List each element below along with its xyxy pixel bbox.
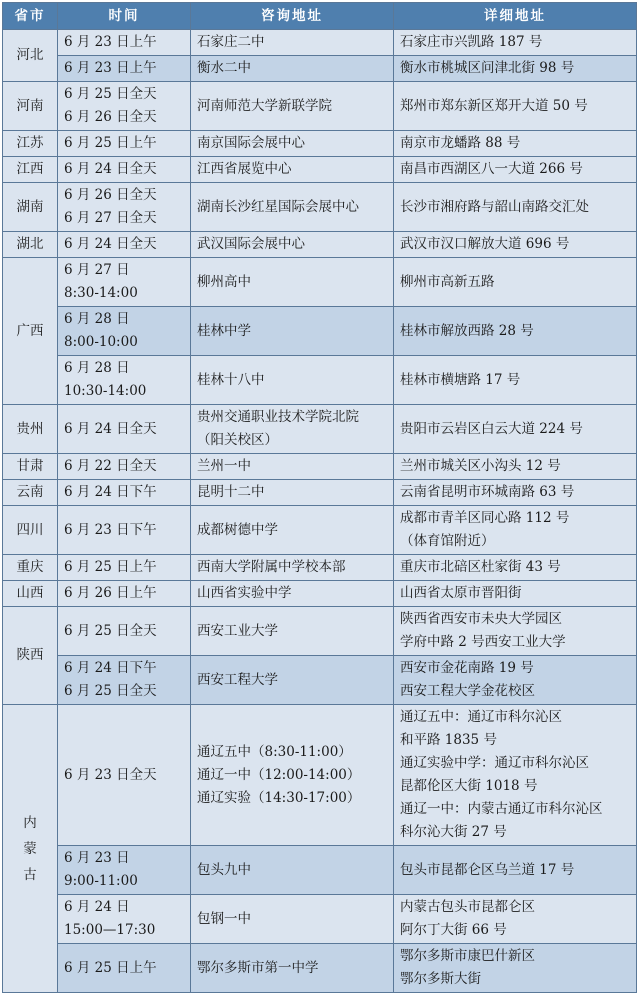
table-row [3, 232, 637, 258]
venue-line: 湖南长沙红星国际会展中心 [197, 198, 359, 215]
time-line: 6 月 24 日 [64, 899, 130, 915]
table-row [3, 131, 637, 157]
time-cell [58, 405, 191, 454]
province-cell [3, 232, 58, 258]
time-line: 6 月 26 日全天 [64, 109, 157, 125]
venue-cell [191, 356, 394, 405]
address-line: （体育馆附近） [400, 533, 495, 549]
address-line: 武汉市汉口解放大道 696 号 [400, 236, 570, 252]
address-line: 衡水市桃城区问津北街 98 号 [400, 60, 575, 76]
time-line: 6 月 25 日上午 [64, 959, 157, 976]
time-line: 6 月 27 日 [64, 262, 130, 278]
address-line: 西安市金花南路 19 号 [400, 660, 534, 676]
address-cell [394, 356, 637, 405]
time-cell [58, 131, 191, 157]
province-label: 江西 [16, 161, 44, 177]
table-row [3, 607, 637, 656]
address-line: 云南省昆明市环城南路 63 号 [400, 484, 575, 500]
venue-cell [191, 405, 394, 454]
time-line: 9:00-11:00 [64, 873, 138, 889]
venue-line: 西南大学附属中学校本部 [197, 559, 346, 575]
venue-line: 柳州高中 [197, 273, 251, 290]
table-row [3, 183, 637, 232]
address-cell [394, 480, 637, 506]
venue-cell [191, 656, 394, 705]
address-line: 兰州市城关区小沟头 12 号 [400, 458, 561, 474]
time-line: 6 月 25 日全天 [64, 622, 157, 639]
address-line: 和平路 1835 号 [400, 732, 497, 748]
address-line: 昆都伦区大街 1018 号 [400, 778, 538, 794]
address-cell [394, 705, 637, 846]
venue-line: 贵州交通职业技术学院北院 [197, 409, 359, 425]
table-row [3, 480, 637, 506]
province-label: 河南 [16, 97, 44, 114]
province-label: 甘肃 [16, 458, 44, 474]
time-cell [58, 944, 191, 993]
time-cell [58, 607, 191, 656]
venue-line: 武汉国际会展中心 [197, 236, 305, 252]
time-cell [58, 157, 191, 183]
time-line: 6 月 24 日全天 [64, 236, 157, 252]
venue-cell [191, 82, 394, 131]
venue-cell [191, 56, 394, 82]
time-line: 6 月 26 日全天 [64, 187, 157, 203]
venue-cell [191, 895, 394, 944]
time-line: 6 月 23 日全天 [64, 766, 157, 783]
venue-line: 包钢一中 [197, 910, 251, 927]
address-line: 阿尔丁大街 66 号 [400, 922, 507, 938]
venue-line: 西安工程大学 [197, 671, 278, 688]
province-label: 河北 [16, 47, 44, 63]
province-label: 四川 [16, 521, 44, 538]
table-row [3, 356, 637, 405]
venue-cell [191, 454, 394, 480]
time-cell [58, 232, 191, 258]
table-row [3, 82, 637, 131]
venue-cell [191, 307, 394, 356]
table-row [3, 307, 637, 356]
address-line: 成都市青羊区同心路 112 号 [400, 510, 570, 526]
table-row [3, 656, 637, 705]
address-line: 长沙市湘府路与韶山南路交汇处 [400, 198, 589, 215]
address-line: 桂林市解放西路 28 号 [400, 322, 534, 339]
time-cell [58, 656, 191, 705]
province-cell [3, 157, 58, 183]
time-cell [58, 895, 191, 944]
venue-line: 成都树德中学 [197, 521, 278, 538]
address-cell [394, 232, 637, 258]
address-line: 桂林市横塘路 17 号 [400, 371, 521, 388]
address-line: 南昌市西湖区八一大道 266 号 [400, 161, 583, 177]
venue-cell [191, 607, 394, 656]
province-cell [3, 555, 58, 581]
address-line: 贵阳市云岩区白云大道 224 号 [400, 420, 583, 437]
province-label: 云南 [16, 484, 44, 500]
province-label: 湖南 [16, 198, 44, 215]
time-line: 6 月 25 日上午 [64, 559, 157, 575]
address-line: 科尔沁大街 27 号 [400, 824, 507, 840]
table-row [3, 944, 637, 993]
venue-line: 通辽实验（14:30-17:00） [197, 789, 361, 806]
time-cell [58, 581, 191, 607]
venue-line: 鄂尔多斯市第一中学 [197, 959, 319, 976]
venue-cell [191, 480, 394, 506]
time-line: 6 月 24 日下午 [64, 660, 157, 676]
venue-cell [191, 846, 394, 895]
time-line: 6 月 23 日上午 [64, 34, 157, 50]
province-label: 江苏 [16, 135, 44, 151]
venue-line: （阳关校区） [197, 432, 278, 448]
table-row [3, 258, 637, 307]
venue-line: 昆明十二中 [197, 484, 265, 500]
time-cell [58, 56, 191, 82]
province-label: 湖北 [16, 236, 44, 252]
time-line: 6 月 25 日全天 [64, 683, 157, 699]
address-cell [394, 506, 637, 555]
province-label: 内 [23, 814, 37, 831]
address-cell [394, 895, 637, 944]
time-line: 15:00—17:30 [64, 922, 156, 938]
venue-cell [191, 183, 394, 232]
time-cell [58, 506, 191, 555]
venue-line: 通辽一中（12:00-14:00） [197, 766, 361, 783]
province-cell [3, 480, 58, 506]
province-cell [3, 705, 58, 993]
address-line: 山西省太原市晋阳街 [400, 585, 522, 601]
time-line: 6 月 25 日全天 [64, 86, 157, 102]
table-row [3, 56, 637, 82]
time-line: 6 月 23 日上午 [64, 60, 157, 76]
time-cell [58, 555, 191, 581]
province-cell [3, 454, 58, 480]
province-cell [3, 506, 58, 555]
header-row [3, 3, 637, 30]
time-line: 6 月 25 日上午 [64, 135, 157, 151]
time-line: 6 月 28 日 [64, 360, 130, 376]
header-address: 详细地址 [394, 3, 637, 30]
address-cell [394, 307, 637, 356]
time-cell [58, 258, 191, 307]
address-line: 重庆市北碚区杜家街 43 号 [400, 559, 561, 575]
header-province: 省市 [3, 3, 58, 30]
province-label: 陕西 [16, 647, 44, 663]
address-cell [394, 656, 637, 705]
venue-line: 桂林十八中 [197, 371, 265, 388]
venue-cell [191, 705, 394, 846]
time-cell [58, 183, 191, 232]
time-line: 6 月 23 日下午 [64, 521, 157, 538]
venue-cell [191, 506, 394, 555]
venue-line: 山西省实验中学 [197, 585, 292, 601]
venue-cell [191, 232, 394, 258]
venue-line: 南京国际会展中心 [197, 135, 305, 151]
time-cell [58, 454, 191, 480]
time-line: 6 月 24 日全天 [64, 420, 157, 437]
table-body [3, 30, 637, 993]
table-row [3, 454, 637, 480]
province-label: 古 [23, 866, 37, 883]
time-cell [58, 30, 191, 56]
venue-cell [191, 258, 394, 307]
time-cell [58, 846, 191, 895]
time-line: 6 月 24 日全天 [64, 161, 157, 177]
address-line: 陕西省西安市未央大学园区 [400, 611, 562, 627]
address-line: 通辽一中：内蒙古通辽市科尔沁区 [400, 801, 603, 817]
address-cell [394, 944, 637, 993]
province-cell [3, 607, 58, 705]
table-row [3, 506, 637, 555]
venue-line: 包头九中 [197, 861, 251, 878]
address-line: 鄂尔多斯市康巴什新区 [400, 948, 535, 964]
address-cell [394, 30, 637, 56]
schedule-table [2, 2, 637, 993]
address-cell [394, 581, 637, 607]
province-cell [3, 258, 58, 405]
province-cell [3, 131, 58, 157]
province-label: 蒙 [23, 840, 37, 857]
header-time: 时间 [58, 3, 191, 30]
venue-cell [191, 131, 394, 157]
header-venue: 咨询地址 [191, 3, 394, 30]
address-cell [394, 258, 637, 307]
venue-line: 衡水二中 [197, 60, 251, 76]
province-cell [3, 405, 58, 454]
venue-line: 桂林中学 [197, 322, 251, 339]
time-cell [58, 307, 191, 356]
address-cell [394, 183, 637, 232]
time-line: 8:30-14:00 [64, 285, 138, 301]
table-row [3, 555, 637, 581]
province-cell [3, 82, 58, 131]
venue-line: 河南师范大学新联学院 [197, 97, 332, 114]
venue-cell [191, 157, 394, 183]
time-line: 8:00-10:00 [64, 334, 138, 350]
venue-line: 江西省展览中心 [197, 161, 292, 177]
table-row [3, 581, 637, 607]
province-cell [3, 581, 58, 607]
venue-line: 西安工业大学 [197, 622, 278, 639]
time-cell [58, 705, 191, 846]
table-row [3, 846, 637, 895]
address-cell [394, 607, 637, 656]
address-line: 西安工程大学金花校区 [400, 683, 535, 699]
time-line: 10:30-14:00 [64, 383, 147, 399]
address-cell [394, 846, 637, 895]
time-cell [58, 356, 191, 405]
province-cell [3, 30, 58, 82]
address-cell [394, 157, 637, 183]
venue-line: 石家庄二中 [197, 34, 265, 50]
time-line: 6 月 27 日全天 [64, 210, 157, 226]
address-line: 包头市昆都仑区乌兰道 17 号 [400, 861, 575, 878]
address-cell [394, 56, 637, 82]
venue-cell [191, 944, 394, 993]
venue-cell [191, 555, 394, 581]
address-cell [394, 454, 637, 480]
time-cell [58, 82, 191, 131]
province-label: 重庆 [16, 559, 44, 575]
address-line: 南京市龙蟠路 88 号 [400, 135, 521, 151]
address-line: 通辽实验中学：通辽市科尔沁区 [400, 755, 589, 771]
time-line: 6 月 24 日下午 [64, 484, 157, 500]
time-line: 6 月 28 日 [64, 311, 130, 327]
time-line: 6 月 26 日上午 [64, 585, 157, 601]
time-line: 6 月 23 日 [64, 850, 130, 866]
table-row [3, 895, 637, 944]
address-line: 郑州市郑东新区郑开大道 50 号 [400, 97, 588, 114]
address-line: 通辽五中：通辽市科尔沁区 [400, 709, 562, 725]
address-line: 石家庄市兴凯路 187 号 [400, 34, 543, 50]
table-row [3, 405, 637, 454]
venue-line: 通辽五中（8:30-11:00） [197, 743, 352, 760]
province-label: 山西 [16, 585, 44, 601]
venue-cell [191, 581, 394, 607]
venue-cell [191, 30, 394, 56]
address-line: 鄂尔多斯大街 [400, 971, 481, 987]
province-label: 广西 [16, 322, 44, 339]
address-cell [394, 405, 637, 454]
table-row [3, 157, 637, 183]
province-label: 贵州 [16, 420, 44, 437]
time-cell [58, 480, 191, 506]
address-line: 内蒙古包头市昆都仑区 [400, 899, 535, 915]
table-row [3, 705, 637, 846]
address-line: 柳州市高新五路 [400, 273, 495, 290]
venue-line: 兰州一中 [197, 458, 251, 474]
address-cell [394, 131, 637, 157]
province-cell [3, 183, 58, 232]
address-line: 学府中路 2 号西安工业大学 [400, 634, 566, 650]
address-cell [394, 82, 637, 131]
address-cell [394, 555, 637, 581]
table-row [3, 30, 637, 56]
time-line: 6 月 22 日全天 [64, 458, 157, 474]
